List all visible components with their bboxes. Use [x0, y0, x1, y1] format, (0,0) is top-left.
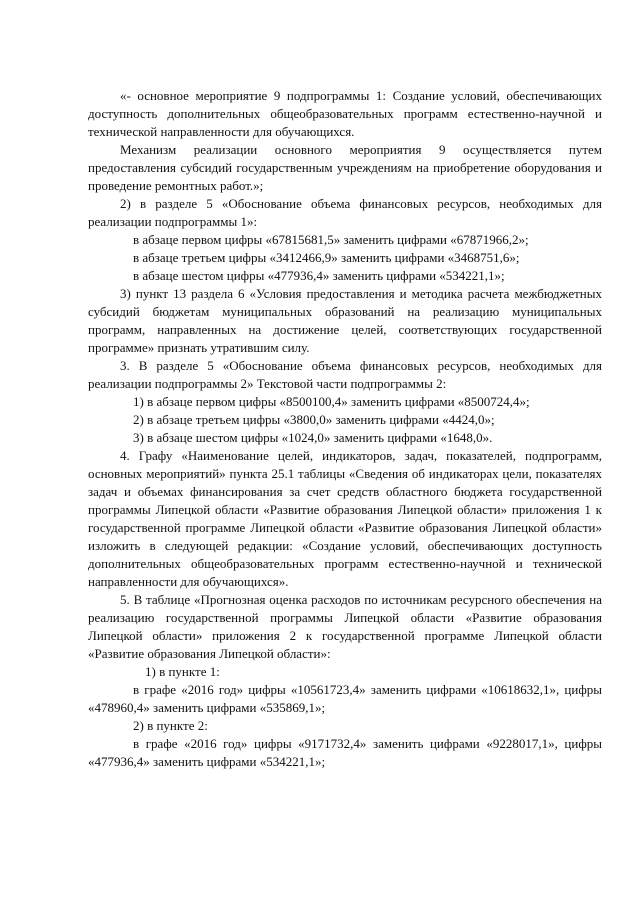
paragraph-third-abzac: в абзаце третьем цифры «3412466,9» заменить цифрами «3468751,6»;	[133, 250, 520, 265]
paragraph-first-abzac: в абзаце первом цифры «67815681,5» заменить цифрами «67871966,2»;	[133, 232, 529, 247]
paragraph-sub-1: 1) в абзаце первом цифры «8500100,4» заменить цифрами «8500724,4»;	[133, 394, 530, 409]
paragraph-item-3-section-6: 3) пункт 13 раздела 6 «Условия предоставления и методика расчета межбюджетных субсидий бюджетам муниципальных образований на реализацию муниципальных программ, направленных на достижение целей, соответствующих государственной программе» признать утратившим силу.	[88, 286, 602, 355]
paragraph-in-item-1: 1) в пункте 1:	[145, 664, 220, 679]
document-page	[88, 87, 602, 771]
paragraph-sub-2: 2) в абзаце третьем цифры «3800,0» заменить цифрами «4424,0»;	[133, 412, 495, 427]
paragraph-point-5: 5. В таблице «Прогнозная оценка расходов по источникам ресурсного обеспечения на реализацию государственной программы Липецкой области «Развитие образования Липецкой области» приложения 2 к государственной программе Липецкой области «Развитие образования Липецкой области»:	[88, 592, 602, 661]
paragraph-sub-3: 3) в абзаце шестом цифры «1024,0» заменить цифрами «1648,0».	[133, 430, 493, 445]
paragraph-column-2016-item-1: в графе «2016 год» цифры «10561723,4» заменить цифрами «10618632,1», цифры «478960,4» заменить цифрами «535869,1»;	[88, 682, 602, 715]
paragraph-in-item-2: 2) в пункте 2:	[133, 718, 208, 733]
paragraph-item-2-section-5: 2) в разделе 5 «Обоснование объема финансовых ресурсов, необходимых для реализации подпрограммы 1»:	[88, 196, 602, 229]
paragraph-column-2016-item-2: в графе «2016 год» цифры «9171732,4» заменить цифрами «9228017,1», цифры «477936,4» заменить цифрами «534221,1»;	[88, 736, 602, 769]
paragraph-point-4: 4. Графу «Наименование целей, индикаторов, задач, показателей, подпрограмм, основных мероприятий» пункта 25.1 таблицы «Сведения об индикаторах цели, показателях задач и объемах финансирования за счет средств областного бюджета государственной программы Липецкой области «Развитие образования Липецкой области» приложения 1 к государственной программе Липецкой области «Развитие образования Липецкой области» изложить в следующей редакции: «Создание условий, обеспечивающих доступность дополнительных общеобразовательных программ естественно-научной и технической направленности для обучающихся».	[88, 448, 602, 589]
paragraph-point-3: 3. В разделе 5 «Обоснование объема финансовых ресурсов, необходимых для реализации подпрограммы 2» Текстовой части подпрограммы 2:	[88, 358, 602, 391]
paragraph-mechanism: Механизм реализации основного мероприятия 9 осуществляется путем предоставления субсидий государственным учреждениям на приобретение оборудования и проведение ремонтных работ.»;	[88, 142, 602, 193]
paragraph-sixth-abzac: в абзаце шестом цифры «477936,4» заменить цифрами «534221,1»;	[133, 268, 505, 283]
paragraph-main-event-9: «- основное мероприятие 9 подпрограммы 1: Создание условий, обеспечивающих доступность дополнительных общеобразовательных программ естественно-научной и технической направленности для обучающихся.	[88, 88, 602, 139]
